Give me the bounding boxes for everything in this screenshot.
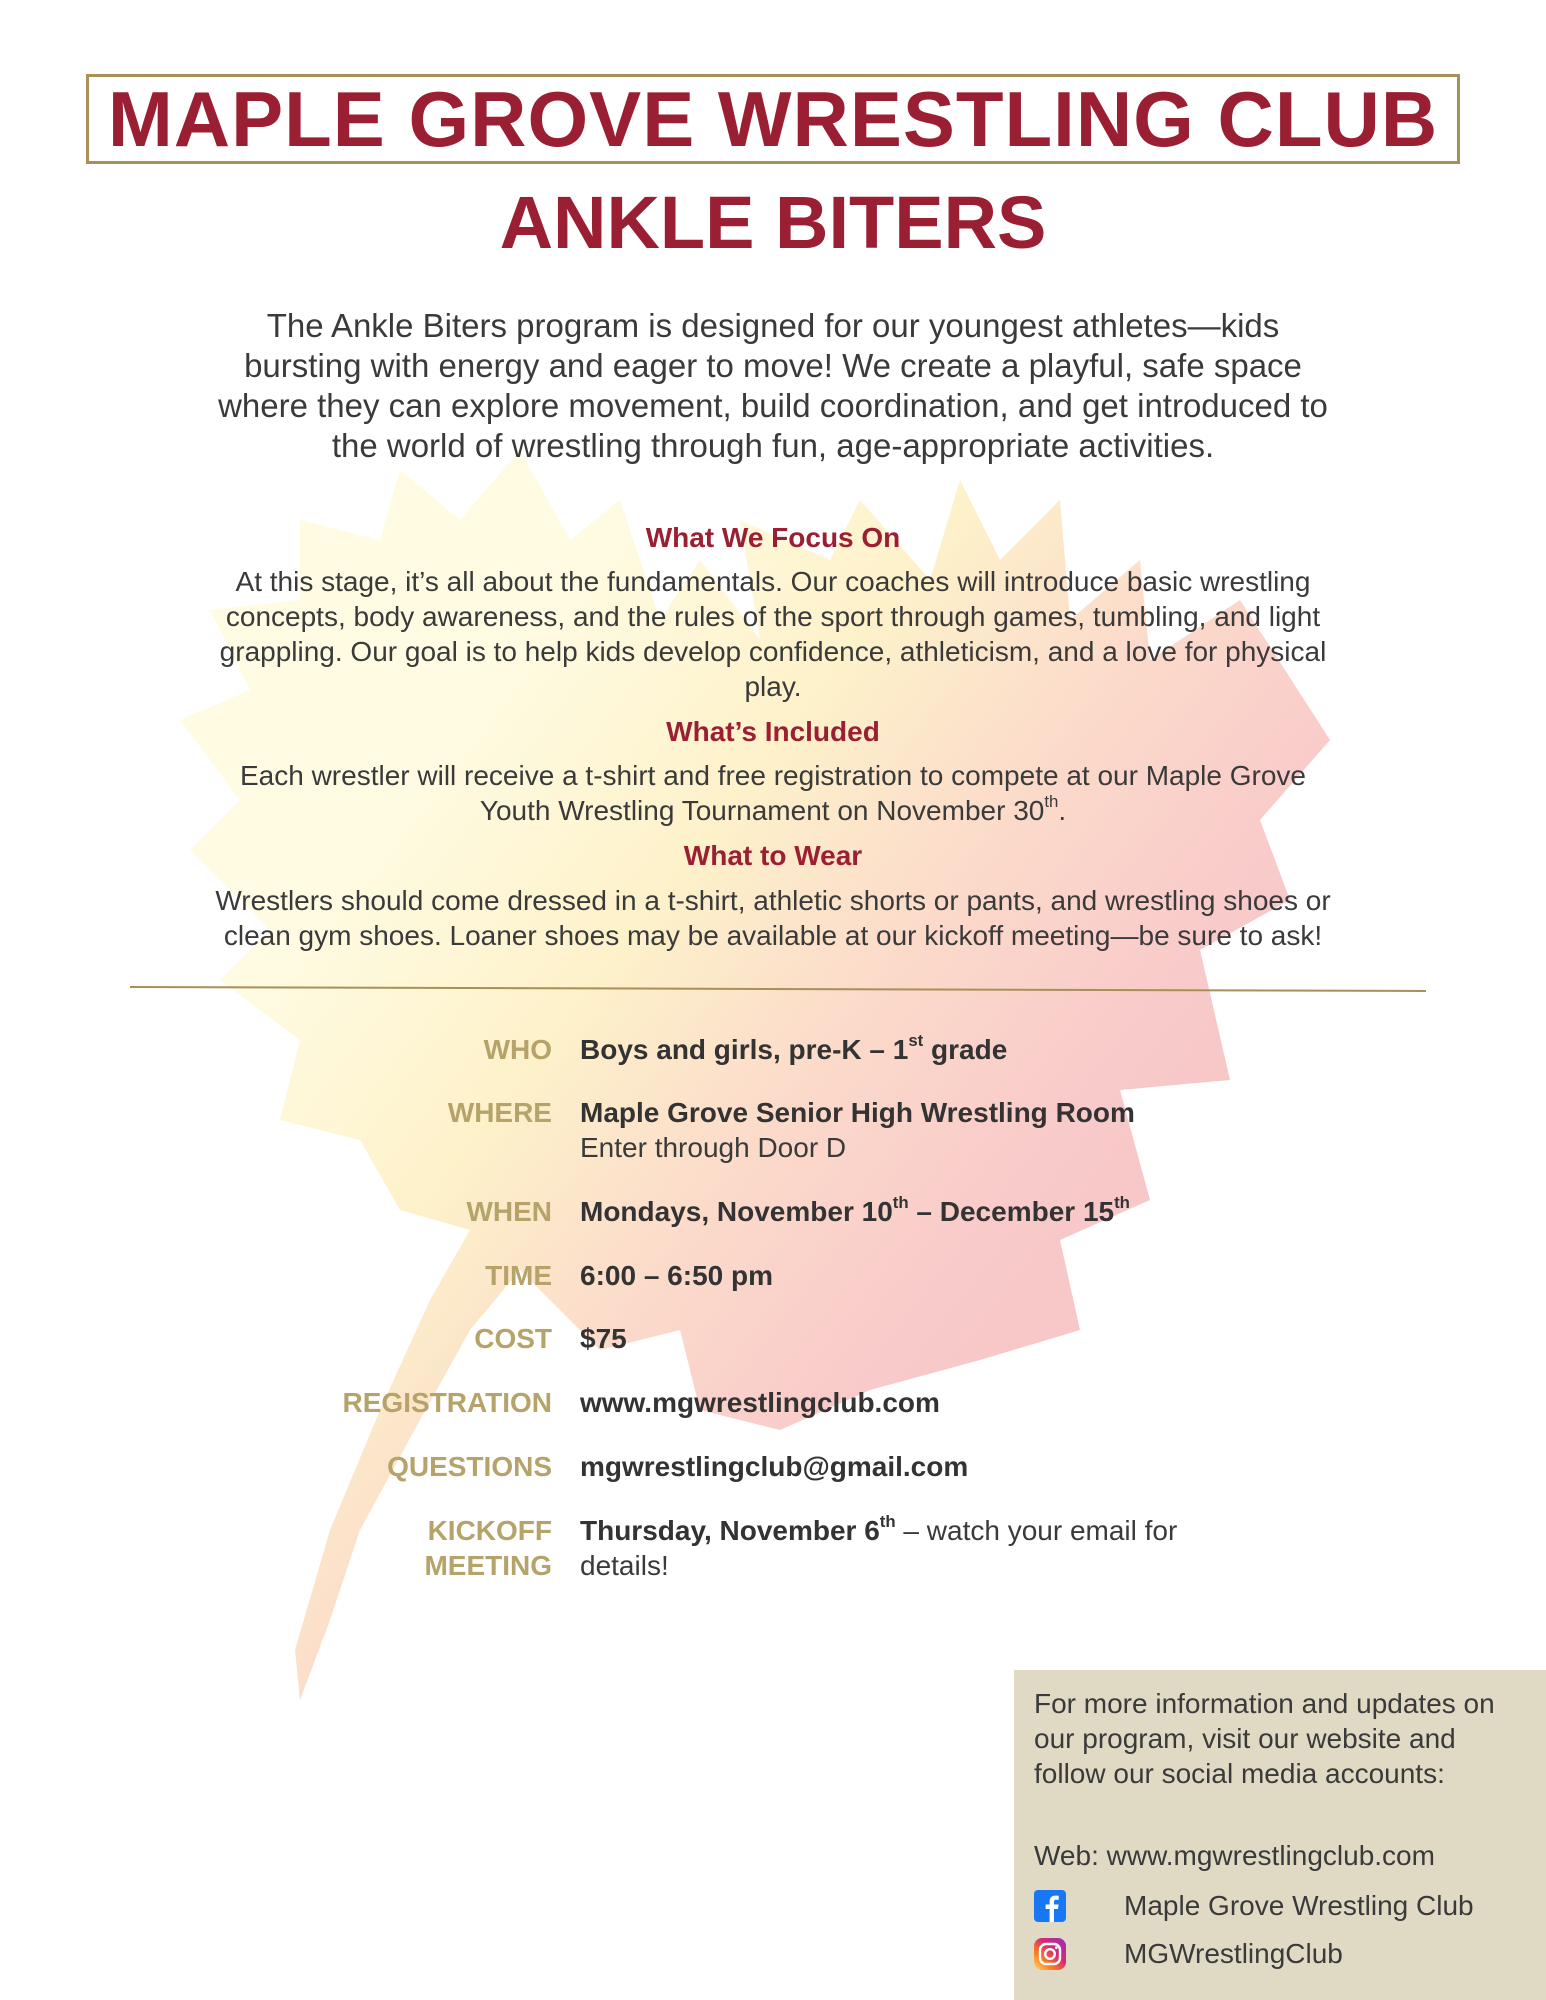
where-value: Maple Grove Senior High Wrestling Room — [580, 1097, 1135, 1128]
detail-value-cost — [580, 1321, 1280, 1356]
detail-value-kickoff — [580, 1513, 1200, 1583]
detail-value-who — [580, 1032, 1280, 1067]
detail-value-registration[interactable] — [580, 1385, 1280, 1420]
detail-label-questions: QUESTIONS — [387, 1451, 552, 1482]
title-box — [86, 74, 1460, 164]
cost-value: $75 — [580, 1323, 627, 1354]
instagram-row[interactable] — [1034, 1936, 1534, 1972]
registration-link[interactable]: www.mgwrestlingclub.com — [580, 1387, 940, 1418]
included-end: . — [1058, 795, 1067, 826]
detail-label-cost: COST — [474, 1323, 552, 1354]
section-body-focus: At this stage, it’s all about the fundamentals. Our coaches will introduce basic wrestling concepts, body awareness, and the rules of the sport through games, tumbling, and light grappling. Our goal is to help kids develop confidence, athleticism, and a love for physical play. — [219, 566, 1327, 702]
questions-email[interactable]: mgwrestlingclub@gmail.com — [580, 1451, 969, 1482]
kickoff-label-2: MEETING — [424, 1550, 552, 1581]
kickoff-note: – watch your email for details! — [580, 1515, 1178, 1581]
info-box — [1014, 1670, 1546, 2000]
facebook-label[interactable]: Maple Grove Wrestling Club — [1124, 1890, 1474, 1921]
section-body-wear: Wrestlers should come dressed in a t-shirt, athletic shorts or pants, and wrestling shoes or clean gym shoes. Loaner shoes may be available at our kickoff meeting—be sure to ask! — [215, 885, 1331, 951]
who-text: Boys and girls, pre-K – 1 — [580, 1034, 909, 1065]
who-end: grade — [923, 1034, 1008, 1065]
detail-label-registration: REGISTRATION — [342, 1387, 552, 1418]
instagram-label[interactable]: MGWrestlingClub — [1124, 1938, 1343, 1969]
when-mid: – December 15 — [908, 1196, 1115, 1227]
who-sup: st — [908, 1031, 924, 1051]
detail-label-kickoff — [424, 1513, 552, 1583]
facebook-row[interactable] — [1034, 1888, 1534, 1924]
detail-label-where: WHERE — [447, 1097, 552, 1128]
info-web[interactable]: Web: www.mgwrestlingclub.com — [1034, 1840, 1435, 1871]
detail-value-time — [580, 1258, 1280, 1293]
time-value: 6:00 – 6:50 pm — [580, 1260, 773, 1291]
kickoff-label-1: KICKOFF — [427, 1515, 552, 1546]
section-heading-included: What’s Included — [666, 716, 880, 747]
section-heading-wear: What to Wear — [683, 840, 863, 871]
instagram-icon[interactable] — [1034, 1938, 1066, 1970]
detail-value-where — [580, 1095, 1280, 1165]
when-sup-1: th — [892, 1193, 909, 1213]
detail-label-who: WHO — [483, 1034, 552, 1065]
included-text: Each wrestler will receive a t-shirt and free registration to compete at our Maple Grove Youth Wrestling Tournament on November 30 — [239, 760, 1306, 826]
included-sup: th — [1044, 792, 1059, 812]
page-subtitle: ANKLE BITERS — [499, 181, 1047, 264]
kickoff-date: Thursday, November 6 — [580, 1515, 880, 1546]
section-heading-focus: What We Focus On — [645, 522, 901, 553]
when-sup-2: th — [1114, 1193, 1130, 1213]
intro-paragraph: The Ankle Biters program is designed for our youngest athletes—kids bursting with energy and eager to move! We create a playful, safe space where they can explore movement, build coordination, and get introduced to the world of wrestling through fun, age-appropriate activities. — [218, 307, 1328, 464]
detail-label-time: TIME — [485, 1260, 552, 1291]
info-text: For more information and updates on our program, visit our website and follow our social media accounts: — [1034, 1688, 1495, 1789]
when-text: Mondays, November 10 — [580, 1196, 893, 1227]
facebook-icon[interactable] — [1034, 1890, 1066, 1922]
page-title: MAPLE GROVE WRESTLING CLUB — [107, 75, 1439, 163]
detail-value-when — [580, 1194, 1280, 1229]
kickoff-sup: th — [879, 1512, 896, 1532]
detail-label-when: WHEN — [466, 1196, 552, 1227]
where-note: Enter through Door D — [580, 1132, 847, 1163]
section-body-included — [210, 758, 1336, 828]
divider — [130, 985, 1426, 993]
detail-value-questions[interactable] — [580, 1449, 1280, 1484]
